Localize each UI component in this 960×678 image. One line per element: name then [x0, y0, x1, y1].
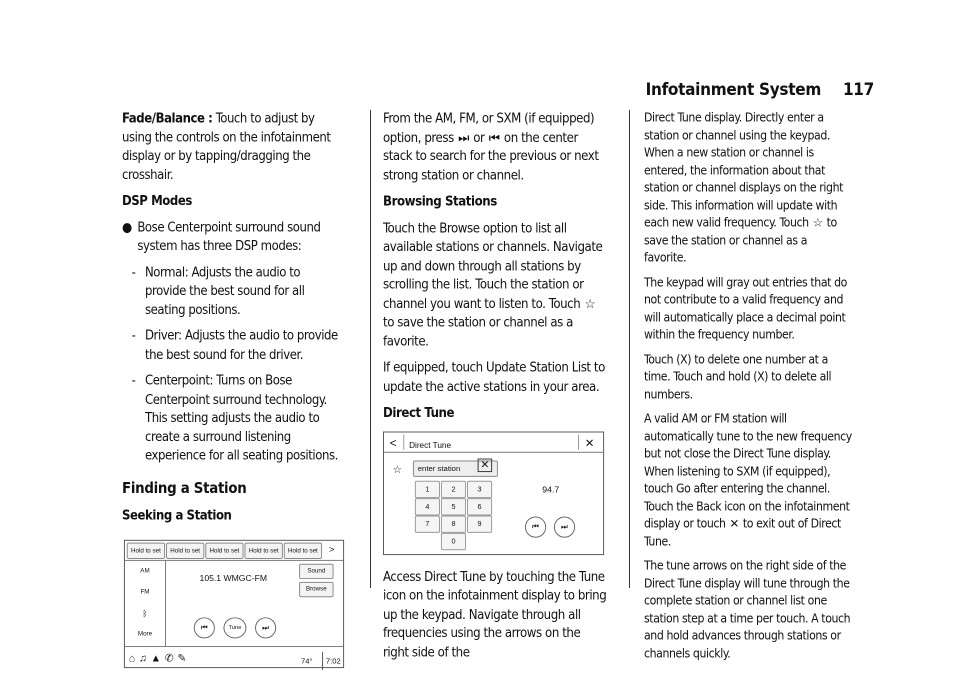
- mode-item: [122, 372, 344, 465]
- preset-button[interactable]: Hold to set: [284, 542, 322, 558]
- band-more-button[interactable]: More: [127, 625, 163, 642]
- seek-back-icon: ⏮: [488, 130, 500, 146]
- key-1[interactable]: 1: [415, 480, 440, 497]
- seek-forward-icon: ⏭: [458, 130, 469, 146]
- delete-paragraph: Touch (X) to delete one number at a time. Touch and hold (X) to delete all numbers.: [644, 352, 832, 402]
- key-9[interactable]: 9: [467, 515, 492, 532]
- bullet-text: Bose Centerpoint surround sound system has three DSP modes:: [137, 219, 321, 254]
- station-input[interactable]: enter station: [413, 460, 498, 476]
- text: to exit out of Direct Tune.: [644, 516, 841, 549]
- fade-balance-paragraph: [122, 110, 344, 185]
- column-2: [383, 110, 607, 670]
- home-icon[interactable]: ⌂: [128, 652, 139, 664]
- key-0[interactable]: 0: [441, 532, 466, 549]
- divider: [384, 451, 603, 452]
- direct-tune-paragraph: [644, 110, 852, 267]
- star-icon[interactable]: ☆: [392, 463, 403, 476]
- text: Touch the Browse option to list all available stations or channels. Navigate up and down through all stations by scrolling the list. Touch the station or channel you want to listen to. Touch: [383, 220, 603, 312]
- preset-button[interactable]: Hold to set: [245, 542, 283, 558]
- browse-button[interactable]: Browse: [299, 581, 333, 596]
- bluetooth-icon[interactable]: ᛒ: [127, 604, 163, 621]
- divider: [125, 646, 343, 647]
- mode-item: [122, 264, 344, 320]
- clear-icon[interactable]: ✕: [478, 458, 493, 472]
- clock: 7:02: [322, 651, 341, 670]
- column-divider: [629, 110, 630, 588]
- chevron-right-icon[interactable]: >: [323, 542, 340, 556]
- station-name: 105.1 WMGC-FM: [199, 572, 268, 583]
- divider: [578, 434, 579, 449]
- browse-paragraph: [383, 220, 607, 352]
- tune-down-icon[interactable]: ⏮: [525, 516, 546, 537]
- key-8[interactable]: 8: [441, 515, 466, 532]
- access-paragraph: Access Direct Tune by touching the Tune icon on the infotainment display to bring up the keypad. Navigate through all frequencies using the arrows on the right side of the: [383, 569, 607, 660]
- phone-icon[interactable]: ✆: [164, 652, 178, 664]
- subheading: Seeking a Station: [122, 508, 232, 524]
- direct-tune-heading: Direct Tune: [383, 405, 455, 421]
- keypad-paragraph: The keypad will gray out entries that do not contribute to a valid frequency and will automatically place a decimal point within the frequency number.: [644, 275, 847, 343]
- fade-text: Touch to adjust by using the controls on the infotainment display or by tapping/dragging the crosshair.: [122, 110, 331, 183]
- band-am-button[interactable]: AM: [127, 562, 163, 579]
- star-icon: ☆: [812, 216, 823, 231]
- bullet-item: [122, 219, 344, 256]
- column-3: [644, 110, 852, 670]
- key-4[interactable]: 4: [415, 498, 440, 515]
- direct-tune-figure: [383, 431, 604, 555]
- text: From the AM, FM, or SXM (if equipped) option, press: [383, 110, 595, 146]
- dash-icon: -: [131, 328, 136, 344]
- text: or: [469, 129, 488, 146]
- frequency-display: 94.7: [542, 484, 560, 494]
- preset-button[interactable]: Hold to set: [166, 542, 204, 558]
- dash-icon: -: [131, 373, 136, 389]
- text: Direct Tune display. Directly enter a station or channel using the keypad. When a new station or channel is entered, the information about that station or channel displays on the right side. This information will update with each new valid frequency. Touch: [644, 110, 844, 231]
- key-5[interactable]: 5: [441, 498, 466, 515]
- update-paragraph: If equipped, touch Update Station List to update the active stations in your area.: [383, 360, 605, 395]
- tune-arrows-paragraph: The tune arrows on the right side of the Direct Tune display will tune through the complete station or channel list one station step at a time per touch. A touch and hold advances through stations or channels quickly.: [644, 558, 851, 661]
- dsp-heading: DSP Modes: [122, 193, 192, 209]
- navigation-icon[interactable]: ▲: [150, 652, 165, 664]
- browsing-heading: Browsing Stations: [383, 194, 497, 210]
- audio-icon[interactable]: ♫: [138, 652, 151, 664]
- direct-tune-title: Direct Tune: [409, 439, 452, 450]
- radio-screen-figure: [124, 539, 344, 667]
- text: A valid AM or FM station will automatically tune to the new frequency but not close the Direct Tune display. When listening to SXM (if equipped), touch Go after entering the channel. Touch the Back icon on the infotainment display or touch: [644, 411, 852, 532]
- divider: [403, 434, 404, 449]
- divider: [125, 559, 343, 560]
- key-7[interactable]: 7: [415, 515, 440, 532]
- section-heading: Finding a Station: [122, 479, 247, 497]
- mode-item: [122, 327, 344, 364]
- key-6[interactable]: 6: [467, 498, 492, 515]
- temperature: 74°: [301, 656, 313, 665]
- seek-back-icon[interactable]: ⏮: [194, 617, 215, 638]
- dash-icon: -: [131, 264, 136, 280]
- page-header: [646, 80, 874, 100]
- key-2[interactable]: 2: [441, 480, 466, 497]
- bullet-icon: ●: [122, 219, 132, 235]
- seek-paragraph: [383, 110, 607, 185]
- preset-button[interactable]: Hold to set: [127, 542, 165, 558]
- band-fm-button[interactable]: FM: [127, 583, 163, 600]
- text: to save the station or channel as a favorite.: [644, 215, 837, 266]
- sound-button[interactable]: Sound: [299, 563, 333, 578]
- mode-text: Normal: Adjusts the audio to provide the best sound for all seating positions.: [144, 264, 305, 318]
- back-icon[interactable]: <: [389, 435, 397, 450]
- column-divider: [370, 110, 371, 588]
- tune-up-icon[interactable]: ⏭: [554, 516, 575, 537]
- text: on the center stack to search for the previous or next strong station or channel.: [383, 129, 599, 183]
- key-3[interactable]: 3: [467, 480, 492, 497]
- fade-label: Fade/Balance :: [122, 110, 213, 127]
- apps-icon[interactable]: ✎: [177, 652, 191, 664]
- bottom-bar-icons: [129, 649, 190, 668]
- mode-text: Driver: Adjusts the audio to provide the best sound for the driver.: [144, 328, 338, 363]
- preset-button[interactable]: Hold to set: [205, 542, 243, 558]
- valid-station-paragraph: [644, 411, 852, 551]
- tune-button[interactable]: Tune: [223, 617, 246, 638]
- close-icon[interactable]: ✕: [584, 435, 595, 450]
- text: to save the station or channel as a favorite.: [383, 314, 573, 349]
- close-icon: ✕: [729, 517, 739, 532]
- seek-forward-icon[interactable]: ⏭: [255, 617, 276, 638]
- divider: [165, 559, 166, 645]
- page-number: 117: [842, 80, 874, 100]
- mode-text: Centerpoint: Turns on Bose Centerpoint surround technology. This setting adjusts the audio to create a surround listening experience for all seating positions.: [144, 373, 338, 464]
- column-1: [122, 110, 344, 668]
- section-title: Infotainment System: [645, 80, 821, 100]
- star-icon: ☆: [584, 296, 596, 312]
